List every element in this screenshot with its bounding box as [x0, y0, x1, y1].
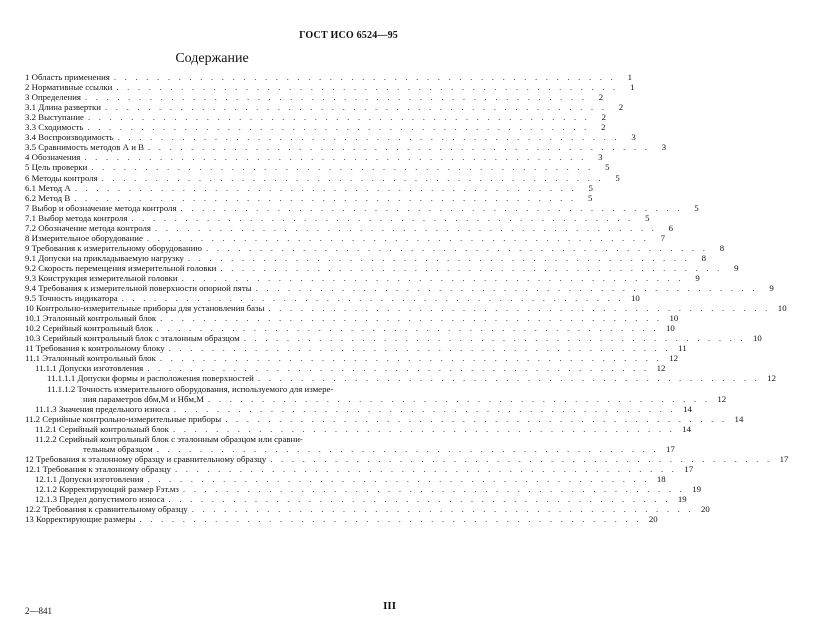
toc-entry — [25, 303, 787, 314]
toc-entry — [25, 514, 658, 525]
toc-entry-title: 11.1.1.2 Точность измерительного оборудования, используемого для измере- — [47, 383, 334, 394]
toc-entry-page: 3 — [631, 132, 636, 143]
document-header: ГОСТ ИСО 6524—95 — [299, 30, 398, 41]
toc-entry — [25, 182, 593, 193]
toc-leader-dots: . . . . . . . . . . . . . . . . . . . . . . . . . . . . . . . . . . . . . . . . . . . . . . . — [146, 232, 650, 243]
toc-entry-title: 9.4 Требования к измерительной поверхности опорной пяты — [25, 283, 252, 294]
toc-entry-page: 2 — [618, 102, 624, 113]
toc-entry-page: 9 — [695, 272, 700, 283]
toc-entry-title: 7.1 Выбор метода контроля — [25, 212, 128, 223]
toc-entry-title: 12 Требования к эталонному образцу и сравнительному образцу — [25, 453, 267, 464]
toc-entry-page: 19 — [692, 483, 702, 494]
toc-leader-dots: . . . . . . . . . . . . . . . . . . . . . . . . . . . . . . . . . . . . . . . . . . . . . . . — [182, 483, 686, 494]
toc-entry-page: 17 — [666, 443, 675, 454]
page-number: III — [383, 600, 396, 612]
toc-entry — [25, 423, 692, 434]
toc-entry-title: 12.1.1 Допуски изготовления — [35, 473, 144, 484]
toc-entry-title: 12.1.2 Корректирующий размер Fэт.мз — [35, 483, 179, 494]
toc-entry-title: 13 Корректирующие размеры — [25, 514, 136, 525]
toc-entry-page: 14 — [683, 403, 692, 414]
toc-entry-page: 12 — [767, 373, 777, 384]
toc-entry-page: 10 — [753, 333, 762, 344]
toc-entry-page: 6 — [668, 222, 674, 233]
toc-entry — [25, 72, 632, 83]
toc-entry — [25, 443, 675, 454]
toc-entry-page: 12 — [656, 363, 666, 374]
toc-entry — [25, 212, 650, 223]
toc-entry-page: 9 — [734, 262, 739, 273]
toc-leader-dots: . . . . . . . . . . . . . . . . . . . . . . . . . . . . . . . . . . . . . . . . . . . . . . . — [270, 453, 773, 464]
toc-entry — [25, 122, 606, 133]
toc-leader-dots: . . . . . . . . . . . . . . . . . . . . . . . . . . . . . . . . . . . . . . . . . . . . . . . — [257, 373, 761, 384]
page-title: Содержание — [175, 51, 249, 66]
toc-entry-page: 1 — [627, 72, 632, 83]
toc-entry — [25, 343, 687, 354]
toc-entry — [25, 363, 666, 374]
toc-entry-title: 10.2 Серийный контрольный блок — [25, 323, 153, 334]
toc-entry-page: 20 — [648, 514, 658, 525]
toc-entry-page: 2 — [601, 122, 606, 133]
toc-entry-page: 5 — [587, 192, 593, 203]
toc-leader-dots: . . . . . . . . . . . . . . . . . . . . . . . . . . . . . . . . . . . . . . . . . . . . . . . — [117, 132, 620, 143]
toc-entry-page: 3 — [598, 152, 603, 163]
toc-entry-page: 2 — [601, 112, 607, 123]
toc-entry-title: 10.1 Эталонный контрольный блок — [25, 313, 157, 324]
toc-entry — [25, 152, 603, 163]
toc-entry-page: 3 — [661, 142, 667, 153]
toc-entry-page: 2 — [598, 92, 604, 103]
toc-entry-title: 9 Требования к измерительному оборудованию — [25, 242, 202, 253]
toc-entry-page: 5 — [588, 182, 593, 193]
toc-leader-dots: . . . . . . . . . . . . . . . . . . . . . . . . . . . . . . . . . . . . . . . . . . . . . . . — [113, 72, 616, 83]
toc-entry-page: 5 — [694, 202, 699, 213]
toc-leader-dots: . . . . . . . . . . . . . . . . . . . . . . . . . . . . . . . . . . . . . . . . . . . . . . . — [87, 112, 591, 123]
toc-entry-page: 14 — [682, 423, 692, 434]
toc-entry-title: 11.1.1 Допуски изготовления — [35, 363, 144, 374]
toc-leader-dots: . . . . . . . . . . . . . . . . . . . . . . . . . . . . . . . . . . . . . . . . . . . . . . . — [205, 242, 709, 253]
toc-entry — [25, 252, 707, 263]
toc-leader-dots: . . . . . . . . . . . . . . . . . . . . . . . . . . . . . . . . . . . . . . . . . . . . . . . — [147, 142, 651, 153]
toc-leader-dots: . . . . . . . . . . . . . . . . . . . . . . . . . . . . . . . . . . . . . . . . . . . . . . . — [187, 252, 691, 263]
toc-entry — [25, 232, 666, 243]
toc-entry-title: 12.2 Требования к сравнительному образцу — [25, 504, 188, 515]
toc-entry-title: 10 Контрольно-измерительные приборы для установления базы — [25, 303, 265, 314]
toc-leader-dots: . . . . . . . . . . . . . . . . . . . . . . . . . . . . . . . . . . . . . . . . . . . . . . . — [101, 172, 604, 183]
toc-entry-page: 10 — [665, 323, 675, 334]
toc-entry-page: 20 — [701, 504, 710, 515]
toc-entry — [25, 463, 694, 474]
toc-entry-title: 8 Измерительное оборудование — [25, 232, 143, 243]
toc-entry-title: 6.2 Метод В — [25, 192, 71, 203]
toc-leader-dots: . . . . . . . . . . . . . . . . . . . . . . . . . . . . . . . . . . . . . . . . . . . . . . . — [255, 283, 758, 294]
toc-leader-dots: . . . . . . . . . . . . . . . . . . . . . . . . . . . . . . . . . . . . . . . . . . . . . . . — [121, 293, 624, 304]
toc-entry — [25, 222, 674, 233]
toc-entry-page: 5 — [645, 212, 650, 223]
toc-entry-title: 7.2 Обозначение метода контроля — [25, 222, 151, 233]
toc-entry-page: 10 — [630, 293, 640, 304]
toc-leader-dots: . . . . . . . . . . . . . . . . . . . . . . . . . . . . . . . . . . . . . . . . . . . . . . . — [174, 463, 678, 474]
toc-entry — [25, 494, 687, 505]
table-of-contents — [25, 72, 789, 525]
toc-entry-title: 9.5 Точность индикатора — [25, 293, 118, 304]
toc-leader-dots: . . . . . . . . . . . . . . . . . . . . . . . . . . . . . . . . . . . . . . . . . . . . . . . — [156, 323, 659, 334]
toc-entry-title: 11 Требования к контрольному блоку — [25, 343, 165, 354]
toc-entry-page: 7 — [660, 232, 666, 243]
toc-entry-title: 11.1.1.1 Допуски формы и расположения поверхностей — [47, 373, 254, 384]
toc-entry-title: 3 Определения — [25, 92, 81, 103]
toc-leader-dots: . . . . . . . . . . . . . . . . . . . . . . . . . . . . . . . . . . . . . . . . . . . . . . . — [220, 262, 723, 273]
toc-entry-page: 10 — [777, 303, 787, 314]
toc-leader-dots: . . . . . . . . . . . . . . . . . . . . . . . . . . . . . . . . . . . . . . . . . . . . . . . — [156, 443, 659, 454]
toc-entry — [25, 353, 678, 364]
toc-entry — [25, 473, 666, 484]
toc-entry-title: 11.2.1 Серийный контрольный блок — [35, 423, 169, 434]
toc-entry-page: 14 — [734, 413, 744, 424]
toc-entry — [25, 383, 392, 393]
toc-leader-dots: . . . . . . . . . . . . . . . . . . . . . . . . . . . . . . . . . . . . . . . . . . . . . . . — [160, 313, 663, 324]
toc-entry-title: 1 Область применения — [25, 72, 110, 83]
toc-leader-dots: . . . . . . . . . . . . . . . . . . . . . . . . . . . . . . . . . . . . . . . . . . . . . . . — [172, 423, 676, 434]
toc-leader-dots: . . . . . . . . . . . . . . . . . . . . . . . . . . . . . . . . . . . . . . . . . . . . . . . — [168, 343, 671, 354]
toc-leader-dots: . . . . . . . . . . . . . . . . . . . . . . . . . . . . . . . . . . . . . . . . . . . . . . . — [207, 393, 711, 404]
toc-entry-page: 17 — [779, 453, 789, 464]
toc-leader-dots: . . . . . . . . . . . . . . . . . . . . . . . . . . . . . . . . . . . . . . . . . . . . . . . — [225, 413, 728, 424]
toc-entry-title: 3.3 Сходимость — [25, 122, 84, 133]
toc-leader-dots: . . . . . . . . . . . . . . . . . . . . . . . . . . . . . . . . . . . . . . . . . . . . . . . — [268, 303, 771, 314]
toc-entry — [25, 272, 700, 283]
toc-entry-title: 11.1 Эталонный контрольный блок — [25, 353, 156, 364]
toc-entry — [25, 453, 789, 464]
toc-entry — [25, 313, 679, 324]
toc-leader-dots: . . . . . . . . . . . . . . . . . . . . . . . . . . . . . . . . . . . . . . . . . . . . . . . — [131, 212, 634, 223]
toc-entry-title: 11.2 Серийные контрольно-измерительные приборы — [25, 413, 222, 424]
toc-entry-page: 11 — [678, 343, 687, 354]
toc-entry-title: 5 Цель проверки — [25, 162, 88, 173]
toc-entry — [25, 413, 744, 424]
toc-entry-title: 3.2 Выступание — [25, 112, 84, 123]
toc-entry-page: 17 — [684, 463, 694, 474]
toc-entry-title: 9.3 Конструкция измерительной головки — [25, 272, 178, 283]
toc-leader-dots: . . . . . . . . . . . . . . . . . . . . . . . . . . . . . . . . . . . . . . . . . . . . . . . — [173, 403, 676, 414]
toc-entry — [25, 504, 710, 515]
toc-entry-page: 8 — [701, 252, 707, 263]
toc-entry — [25, 242, 725, 253]
toc-entry — [25, 283, 774, 294]
toc-entry-page: 1 — [630, 82, 635, 93]
toc-leader-dots: . . . . . . . . . . . . . . . . . . . . . . . . . . . . . . . . . . . . . . . . . . . . . . . — [84, 92, 588, 103]
toc-entry — [25, 102, 624, 113]
toc-entry-title: 7 Выбор и обозначение метода контроля — [25, 202, 177, 213]
toc-entry-page: 12 — [717, 393, 727, 404]
toc-entry-page: 19 — [677, 494, 687, 505]
toc-entry-title: ния параметров dбм,М и Нбм,М — [83, 393, 204, 404]
toc-entry — [25, 112, 607, 123]
toc-entry-title: 3.1 Длина развертки — [25, 102, 101, 113]
toc-entry — [25, 293, 640, 304]
toc-leader-dots: . . . . . . . . . . . . . . . . . . . . . . . . . . . . . . . . . . . . . . . . . . . . . . . — [181, 272, 684, 283]
toc-entry-title: 6.1 Метод А — [25, 182, 71, 193]
toc-entry-title: 9.1 Допуски на прикладываемую нагрузку — [25, 252, 184, 263]
toc-leader-dots: . . . . . . . . . . . . . . . . . . . . . . . . . . . . . . . . . . . . . . . . . . . . . . . — [191, 504, 694, 515]
toc-entry-title: 6 Методы контроля — [25, 172, 98, 183]
toc-entry — [25, 192, 593, 203]
toc-leader-dots: . . . . . . . . . . . . . . . . . . . . . . . . . . . . . . . . . . . . . . . . . . . . . . . — [180, 202, 683, 213]
toc-leader-dots: . . . . . . . . . . . . . . . . . . . . . . . . . . . . . . . . . . . . . . . . . . . . . . . — [74, 192, 577, 203]
toc-entry — [25, 82, 635, 93]
toc-entry-page: 8 — [719, 242, 725, 253]
toc-entry-title: 11.2.2 Серийный контрольный блок с эталонным образцом или сравни- — [35, 433, 303, 444]
toc-entry — [25, 434, 392, 444]
toc-entry — [25, 162, 610, 173]
toc-entry — [25, 262, 739, 273]
toc-leader-dots: . . . . . . . . . . . . . . . . . . . . . . . . . . . . . . . . . . . . . . . . . . . . . . . — [87, 122, 590, 133]
toc-entry-title: 11.1.3 Значения предельного износа — [35, 403, 170, 414]
toc-entry — [25, 373, 777, 384]
toc-entry-page: 9 — [769, 283, 774, 294]
toc-leader-dots: . . . . . . . . . . . . . . . . . . . . . . . . . . . . . . . . . . . . . . . . . . . . . . . — [147, 473, 650, 484]
toc-entry — [25, 323, 675, 334]
toc-leader-dots: . . . . . . . . . . . . . . . . . . . . . . . . . . . . . . . . . . . . . . . . . . . . . . . — [159, 353, 662, 364]
toc-entry-page: 5 — [615, 172, 620, 183]
toc-entry — [25, 393, 727, 404]
toc-entry-title: 3.4 Воспроизводимость — [25, 132, 114, 143]
toc-entry-title: 2 Нормативные ссылки — [25, 82, 113, 93]
toc-leader-dots: . . . . . . . . . . . . . . . . . . . . . . . . . . . . . . . . . . . . . . . . . . . . . . . — [243, 333, 746, 344]
toc-entry-page: 12 — [669, 353, 678, 364]
toc-entry-page: 10 — [669, 313, 679, 324]
toc-entry — [25, 132, 636, 143]
toc-leader-dots: . . . . . . . . . . . . . . . . . . . . . . . . . . . . . . . . . . . . . . . . . . . . . . . — [168, 494, 671, 505]
toc-leader-dots: . . . . . . . . . . . . . . . . . . . . . . . . . . . . . . . . . . . . . . . . . . . . . . . — [105, 102, 608, 113]
toc-leader-dots: . . . . . . . . . . . . . . . . . . . . . . . . . . . . . . . . . . . . . . . . . . . . . . . — [154, 222, 658, 233]
toc-entry — [25, 92, 604, 103]
toc-leader-dots: . . . . . . . . . . . . . . . . . . . . . . . . . . . . . . . . . . . . . . . . . . . . . . . — [74, 182, 577, 193]
toc-entry — [25, 142, 667, 153]
toc-entry-title: 12.1.3 Предел допустимого износа — [35, 494, 165, 505]
toc-leader-dots: . . . . . . . . . . . . . . . . . . . . . . . . . . . . . . . . . . . . . . . . . . . . . . . — [91, 162, 594, 173]
toc-entry-title: 3.5 Сравнимость методов А и В — [25, 142, 144, 153]
toc-leader-dots: . . . . . . . . . . . . . . . . . . . . . . . . . . . . . . . . . . . . . . . . . . . . . . . — [139, 514, 642, 525]
page-signature: 2—841 — [25, 606, 52, 616]
toc-leader-dots: . . . . . . . . . . . . . . . . . . . . . . . . . . . . . . . . . . . . . . . . . . . . . . . — [116, 82, 619, 93]
toc-entry-title: 9.2 Скорость перемещения измерительной головки — [25, 262, 217, 273]
toc-entry — [25, 333, 762, 344]
toc-leader-dots: . . . . . . . . . . . . . . . . . . . . . . . . . . . . . . . . . . . . . . . . . . . . . . . — [147, 363, 650, 374]
toc-entry-title: 4 Обозначения — [25, 152, 81, 163]
toc-entry-page: 18 — [656, 473, 666, 484]
toc-entry — [25, 483, 702, 494]
toc-entry — [25, 172, 620, 183]
toc-entry — [25, 403, 692, 414]
toc-entry-title: 10.3 Серийный контрольный блок с эталонным образцом — [25, 333, 240, 344]
toc-entry-title: тельным образцом — [83, 443, 153, 454]
toc-entry-title: 12.1 Требования к эталонному образцу — [25, 463, 171, 474]
toc-leader-dots: . . . . . . . . . . . . . . . . . . . . . . . . . . . . . . . . . . . . . . . . . . . . . . . — [84, 152, 587, 163]
toc-entry-page: 5 — [605, 162, 610, 173]
toc-entry — [25, 202, 699, 213]
